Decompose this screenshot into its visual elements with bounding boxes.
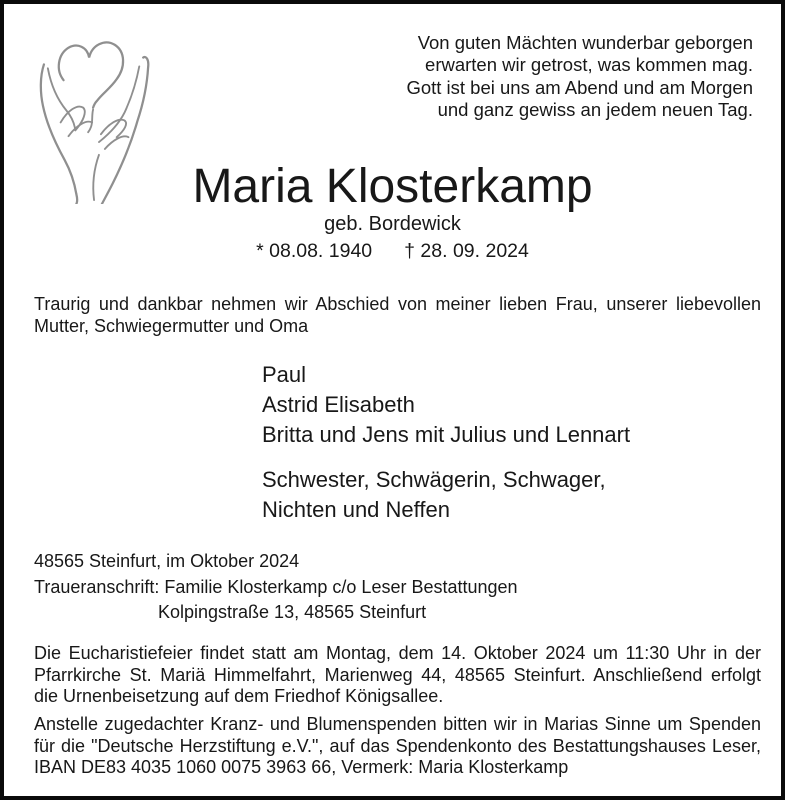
verse-line: Gott ist bei uns am Abend und am Morgen — [406, 76, 753, 98]
address-block — [34, 549, 518, 626]
mourners-list — [262, 360, 630, 525]
life-dates — [4, 239, 781, 263]
intro-line: Traurig und dankbar nehmen wir Abschied von meiner lieben Frau, unserer liebevollen — [34, 294, 761, 314]
mourning-address-line: Kolpingstraße 13, 48565 Steinfurt — [158, 602, 427, 622]
verse-line: Von guten Mächten wunderbar geborgen — [417, 32, 753, 53]
mourning-address-line: Traueranschrift: Familie Klosterkamp c/o Leser Bestattungen — [34, 576, 518, 597]
mourner-name: Britta und Jens mit Julius und Lennart — [262, 422, 631, 447]
deceased-name: Maria Klosterkamp — [192, 160, 593, 213]
donation-paragraph — [34, 714, 761, 779]
mourner-name: Schwester, Schwägerin, Schwager, — [262, 467, 606, 492]
death-date: † 28. 09. 2024 — [404, 240, 529, 262]
city-date-line: 48565 Steinfurt, im Oktober 2024 — [34, 551, 300, 571]
mourner-name: Astrid Elisabeth — [262, 392, 415, 417]
donation-line: IBAN DE83 4035 1060 0075 3963 66, Vermerk: Maria Klosterkamp — [34, 757, 569, 777]
maiden-name: geb. Bordewick — [324, 213, 461, 235]
intro-paragraph — [34, 294, 761, 337]
opening-verse — [406, 32, 753, 122]
birth-date: * 08.08. 1940 — [256, 240, 373, 262]
mourner-name: Nichten und Neffen — [262, 497, 450, 522]
verse-line: und ganz gewiss an jedem neuen Tag. — [437, 99, 753, 121]
service-paragraph — [34, 643, 761, 708]
donation-line: für die "Deutsche Herzstiftung e.V.", auf das Spendenkonto des Bestattungshauses Leser, — [34, 735, 761, 756]
mourner-name: Paul — [262, 362, 307, 387]
mourners-relatives — [262, 465, 630, 525]
mourners-family — [262, 360, 630, 450]
service-line: Die Eucharistiefeier findet statt am Montag, dem 14. Oktober 2024 um 11:30 Uhr in der — [34, 643, 761, 663]
donation-line: Anstelle zugedachter Kranz- und Blumenspenden bitten wir in Marias Sinne um Spenden — [34, 714, 761, 734]
intro-line: Mutter, Schwiegermutter und Oma — [34, 315, 309, 336]
verse-line: erwarten wir getrost, was kommen mag. — [425, 54, 753, 76]
service-line: Pfarrkirche St. Mariä Himmelfahrt, Marienweg 44, 48565 Steinfurt. Anschließend erfolgt — [34, 664, 761, 685]
service-line: die Urnenbeisetzung auf dem Friedhof Königsallee. — [34, 686, 444, 706]
